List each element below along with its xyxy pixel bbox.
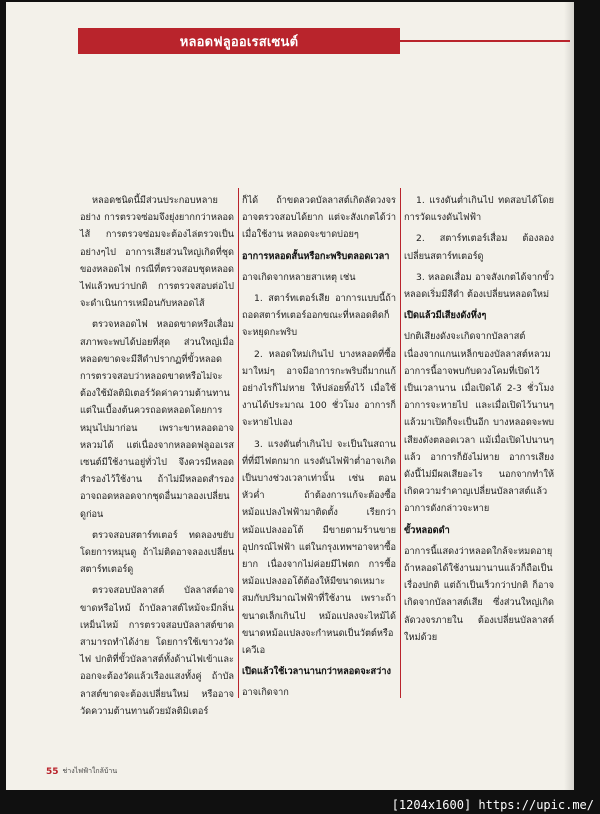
subheading: ขั้วหลอดดำ — [404, 524, 450, 536]
subheading: อาการหลอดสั้นหรือกะพริบตลอดเวลา — [242, 250, 390, 262]
list-item: 3. หลอดเสื่อม อาจสังเกตได้จากขั้วหลอดเริ่มมีสีดำ ต้องเปลี่ยนหลอดใหม่ — [404, 271, 554, 301]
paragraph: ตรวจหลอดไฟ หลอดขาดหรือเสื่อมสภาพจะพบได้บ่อยที่สุด ส่วนใหญ่เมื่อหลอดขาดจะมีสีดำปรากฏที่ขั้วหลอด การตรวจสอบว่าหลอดขาดหรือไม่จะต้องใช้มัลติมิเตอร์วัดค่าความต้านทาน แต่ในเบื้องต้นควรถอดหลอดโดยการหมุนไปมาก่อน เพราะขาหลอดอาจหลวมได้ แต่เนื่องจากหลอดฟลูออเรสเซนต์มีใช้งานอยู่ทั่วไป จึงควรมีหลอดสำรองไว้ใช้งาน ถ้าไม่มีหลอดสำรองอาจถอดหลอดจากชุดอื่นมาลองเปลี่ยนดูก่อน — [80, 319, 234, 520]
list-item: 2. หลอดใหม่เกินไป บางหลอดที่ซื้อมาใหม่ๆ อาจมีอาการกะพริบถี่มากแก้อย่างไรก็ไม่หาย ให้ปล่อยทิ้งไว้ เมื่อใช้งานได้ประมาณ 100 ชั่วโมง อาการก็จะหายไปเอง — [242, 348, 396, 429]
page-footer — [46, 766, 117, 777]
header-rule — [400, 40, 570, 42]
paragraph: อาการนี้แสดงว่าหลอดใกล้จะหมดอายุ ถ้าหลอดได้ใช้งานมานานแล้วก็ถือเป็นเรื่องปกติ แต่ถ้าเป็นเร็วกว่าปกติ ก็อาจเกิดจากบัลลาสต์เสีย ซึ่งส่วนใหญ่เกิดลัดวงจรภายใน ต้องเปลี่ยนบัลลาสต์ใหม่ด้วย — [404, 545, 554, 643]
paragraph: ตรวจสอบสตาร์ทเตอร์ ทดลองขยับโดยการหมุนดู ถ้าไม่ติดอาจลองเปลี่ยนสตาร์ทเตอร์ดู — [80, 529, 234, 576]
list-item: 2. สตาร์ทเตอร์เสื่อม ต้องลองเปลี่ยนสตาร์ทเตอร์ดู — [404, 233, 554, 262]
list-item: 1. สตาร์ทเตอร์เสีย อาการแบบนี้ถ้าถอดสตาร์ทเตอร์ออกขณะที่หลอดติดก็จะหยุดกะพริบ — [242, 293, 396, 339]
paragraph: หลอดชนิดนี้มีส่วนประกอบหลายอย่าง การตรวจซ่อมจึงยุ่งยากกว่าหลอดไส้ การตรวจซ่อมจะต้องไล่ตรวจเป็นอย่างๆไป อาการเสียส่วนใหญ่เกิดที่ชุดของหลอดไฟ กรณีที่ตรวจสอบชุดหลอดไฟแล้วพบว่าปกติ การตรวจสอบต่อไปจะดำเนินการเหมือนกับหลอดไส้ — [80, 195, 234, 310]
paragraph: อาจเกิดจาก — [242, 687, 289, 699]
column-1 — [80, 192, 234, 724]
column-3 — [404, 192, 554, 650]
paragraph: อาจเกิดจากหลายสาเหตุ เช่น — [242, 271, 356, 283]
column-2 — [242, 192, 396, 706]
list-item: 1. แรงดันต่ำเกินไป ทดสอบได้โดยการวัดแรงดันไฟฟ้า — [404, 195, 554, 224]
subheading: เปิดแล้วใช้เวลานานกว่าหลอดจะสว่าง — [242, 666, 391, 678]
column-divider — [238, 188, 239, 698]
paragraph: ตรวจสอบบัลลาสต์ บัลลาสต์อาจขาดหรือไหม้ ถ้าบัลลาสต์ไหม้จะมีกลิ่นเหม็นไหม้ การตรวจสอบบัลลาสต์ขาดสามารถทำได้ง่าย โดยการใช้เขาวงวัดไฟ ปกติที่ขั้วบัลลาสต์ทั้งด้านไฟเข้าและออกจะต้องวัดแล้วเรืองแสงทั้งคู่ ถ้าบัลลาสต์ขาดจะต้องเปลี่ยนใหม่ หรืออาจวัดความต้านทานด้วยมัลติมิเตอร์ — [80, 585, 234, 717]
subheading: เปิดแล้วมีเสียงดังหึ่งๆ — [404, 310, 487, 322]
column-divider — [400, 188, 401, 698]
page-number: 55 — [46, 766, 59, 777]
magazine-page — [6, 2, 574, 790]
magazine-name: ช่างไฟฟ้าใกล้บ้าน — [62, 767, 118, 775]
page-edge-shadow — [564, 2, 574, 790]
paragraph: ก็ได้ ถ้าขดลวดบัลลาสต์เกิดลัดวงจรอาจตรวจสอบได้ยาก แต่จะสังเกตได้ว่าเมื่อใช้งาน หลอดจะขาดบ่อยๆ — [242, 195, 396, 241]
section-title: หลอดฟลูออเรสเซนต์ — [179, 34, 299, 50]
image-watermark: [1204x1600] https://upic.me/ — [391, 798, 594, 812]
list-item: 3. แรงดันต่ำเกินไป จะเป็นในสถานที่ที่มีไฟตกมาก แรงดันไฟฟ้าต่ำอาจเกิดเป็นบางช่วงเวลาเท่านั้น เช่น ตอนหัวค่ำ ถ้าต้องการแก้จะต้องซื้อหม้อแปลงไฟฟ้ามาติดตั้ง เรียกว่าหม้อแปลงออโต้ มีขายตามร้านขายอุปกรณ์ไฟฟ้า แต่ในกรุงเทพฯอาจหาซื้อยาก เนื่องจากไม่ค่อยมีไฟตก การซื้อหม้อแปลงออโต้ต้องให้มีขนาดเหมาะสมกับปริมาณไฟฟ้าที่ใช้งาน เพราะถ้าขนาดเล็กเกินไป หม้อแปลงจะไหม้ได้ ขนาดหม้อแปลงจะกำหนดเป็นวัตต์หรือเควีเอ — [242, 438, 396, 657]
section-header-bar — [78, 28, 400, 54]
paragraph: ปกติเสียงดังจะเกิดจากบัลลาสต์ เนื่องจากแกนเหล็กของบัลลาสต์หลวม อาการนี้อาจพบกับดวงโคมที่เปิดไว้เป็นเวลานาน เมื่อเปิดได้ 2-3 ชั่วโมง อาการจะหายไป และเมื่อเปิดไว้นานๆแล้วมาเปิดก็จะเป็นอีก บางหลอดจะพบเสียงดังตลอดเวลา แม้เมื่อเปิดไปนานๆแล้ว อาการก็ยังไม่หาย อาการเสียงดังนี้ไม่มีผลเสียอะไร นอกจากทำให้เกิดความรำคาญเปลี่ยนบัลลาสต์แล้วอาการดังกล่าวจะหาย — [404, 331, 554, 515]
